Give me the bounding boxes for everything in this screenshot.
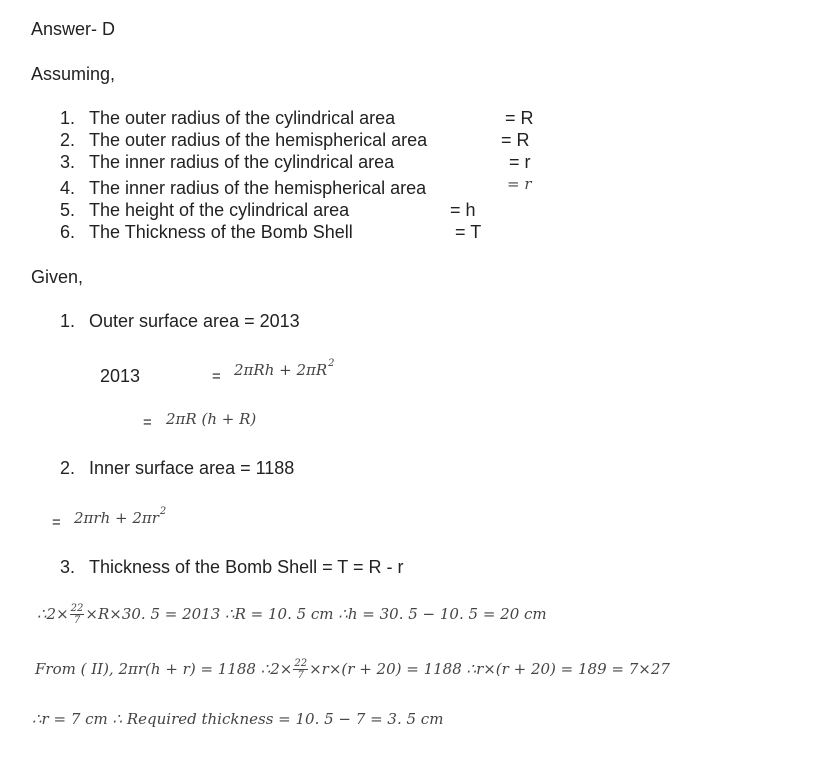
answer-line: Answer- D — [31, 19, 116, 39]
equation-equals: = — [212, 368, 221, 385]
fraction-denominator: 7 — [297, 669, 304, 681]
solution-line-1 — [37, 603, 547, 627]
list-number: 5. — [60, 200, 76, 220]
list-item: The Thickness of the Bomb Shell — [89, 222, 353, 242]
equation-outer-rhs-text: 2πRh + 2πR — [234, 361, 328, 379]
list-value: = R — [505, 108, 534, 128]
solution-line-3: ∴r = 7 cm ∴ Required thickness = 10. 5 − 7 = 3. 5 cm — [32, 710, 444, 728]
list-item: The outer radius of the hemispherical area — [89, 130, 428, 150]
solution-line-1-end: ×R×30. 5 = 2013 ∴R = 10. 5 cm ∴h = 30. 5 − 10. 5 = 20 cm — [85, 605, 547, 623]
solution-line-2-start: From ( II), 2πr(h + r) = 1188 ∴2× — [35, 660, 293, 678]
list-item: The outer radius of the cylindrical area — [89, 108, 396, 128]
given-thickness: Thickness of the Bomb Shell = T = R - r — [89, 557, 404, 577]
equation-outer-factored: 2πR (h + R) — [166, 410, 257, 428]
list-number: 1. — [60, 108, 76, 128]
fraction-22-7 — [293, 658, 308, 681]
fraction-22-7 — [70, 603, 85, 626]
equation-equals: = — [143, 414, 152, 431]
list-item: The height of the cylindrical area — [89, 200, 350, 220]
list-number: 2. — [60, 130, 76, 150]
list-item: The inner radius of the cylindrical area — [89, 152, 395, 172]
solution-line-2-end: ×r×(r + 20) = 1188 ∴r×(r + 20) = 189 = 7×27 — [309, 660, 670, 678]
given-inner-area: Inner surface area = 1188 — [89, 458, 295, 478]
equation-inner-rhs-text: 2πrh + 2πr — [74, 509, 159, 527]
assuming-heading: Assuming, — [31, 64, 116, 84]
exponent: 2 — [159, 506, 167, 517]
list-number: 1. — [60, 311, 76, 331]
given-heading: Given, — [31, 267, 84, 287]
equation-left: 2013 — [100, 366, 141, 386]
equation-inner-rhs — [74, 507, 165, 532]
list-number: 6. — [60, 222, 76, 242]
list-item: The inner radius of the hemispherical area — [89, 178, 427, 198]
exponent: 2 — [328, 358, 335, 369]
list-value: = r — [507, 175, 532, 193]
list-value: = R — [501, 130, 530, 150]
list-number: 4. — [60, 178, 76, 198]
list-number: 3. — [60, 557, 76, 577]
given-outer-area: Outer surface area = 2013 — [89, 311, 300, 331]
list-value: = T — [455, 222, 482, 242]
fraction-numerator: 22 — [70, 602, 84, 614]
fraction-numerator: 22 — [294, 657, 308, 669]
list-number: 2. — [60, 458, 76, 478]
solution-line-2 — [35, 658, 670, 682]
list-value: = h — [450, 200, 476, 220]
equation-outer-rhs — [234, 359, 334, 384]
list-value: = r — [509, 152, 531, 172]
equation-equals: = — [52, 514, 61, 531]
solution-line-1-start: ∴2× — [37, 605, 69, 623]
fraction-denominator: 7 — [73, 614, 81, 626]
list-number: 3. — [60, 152, 76, 172]
